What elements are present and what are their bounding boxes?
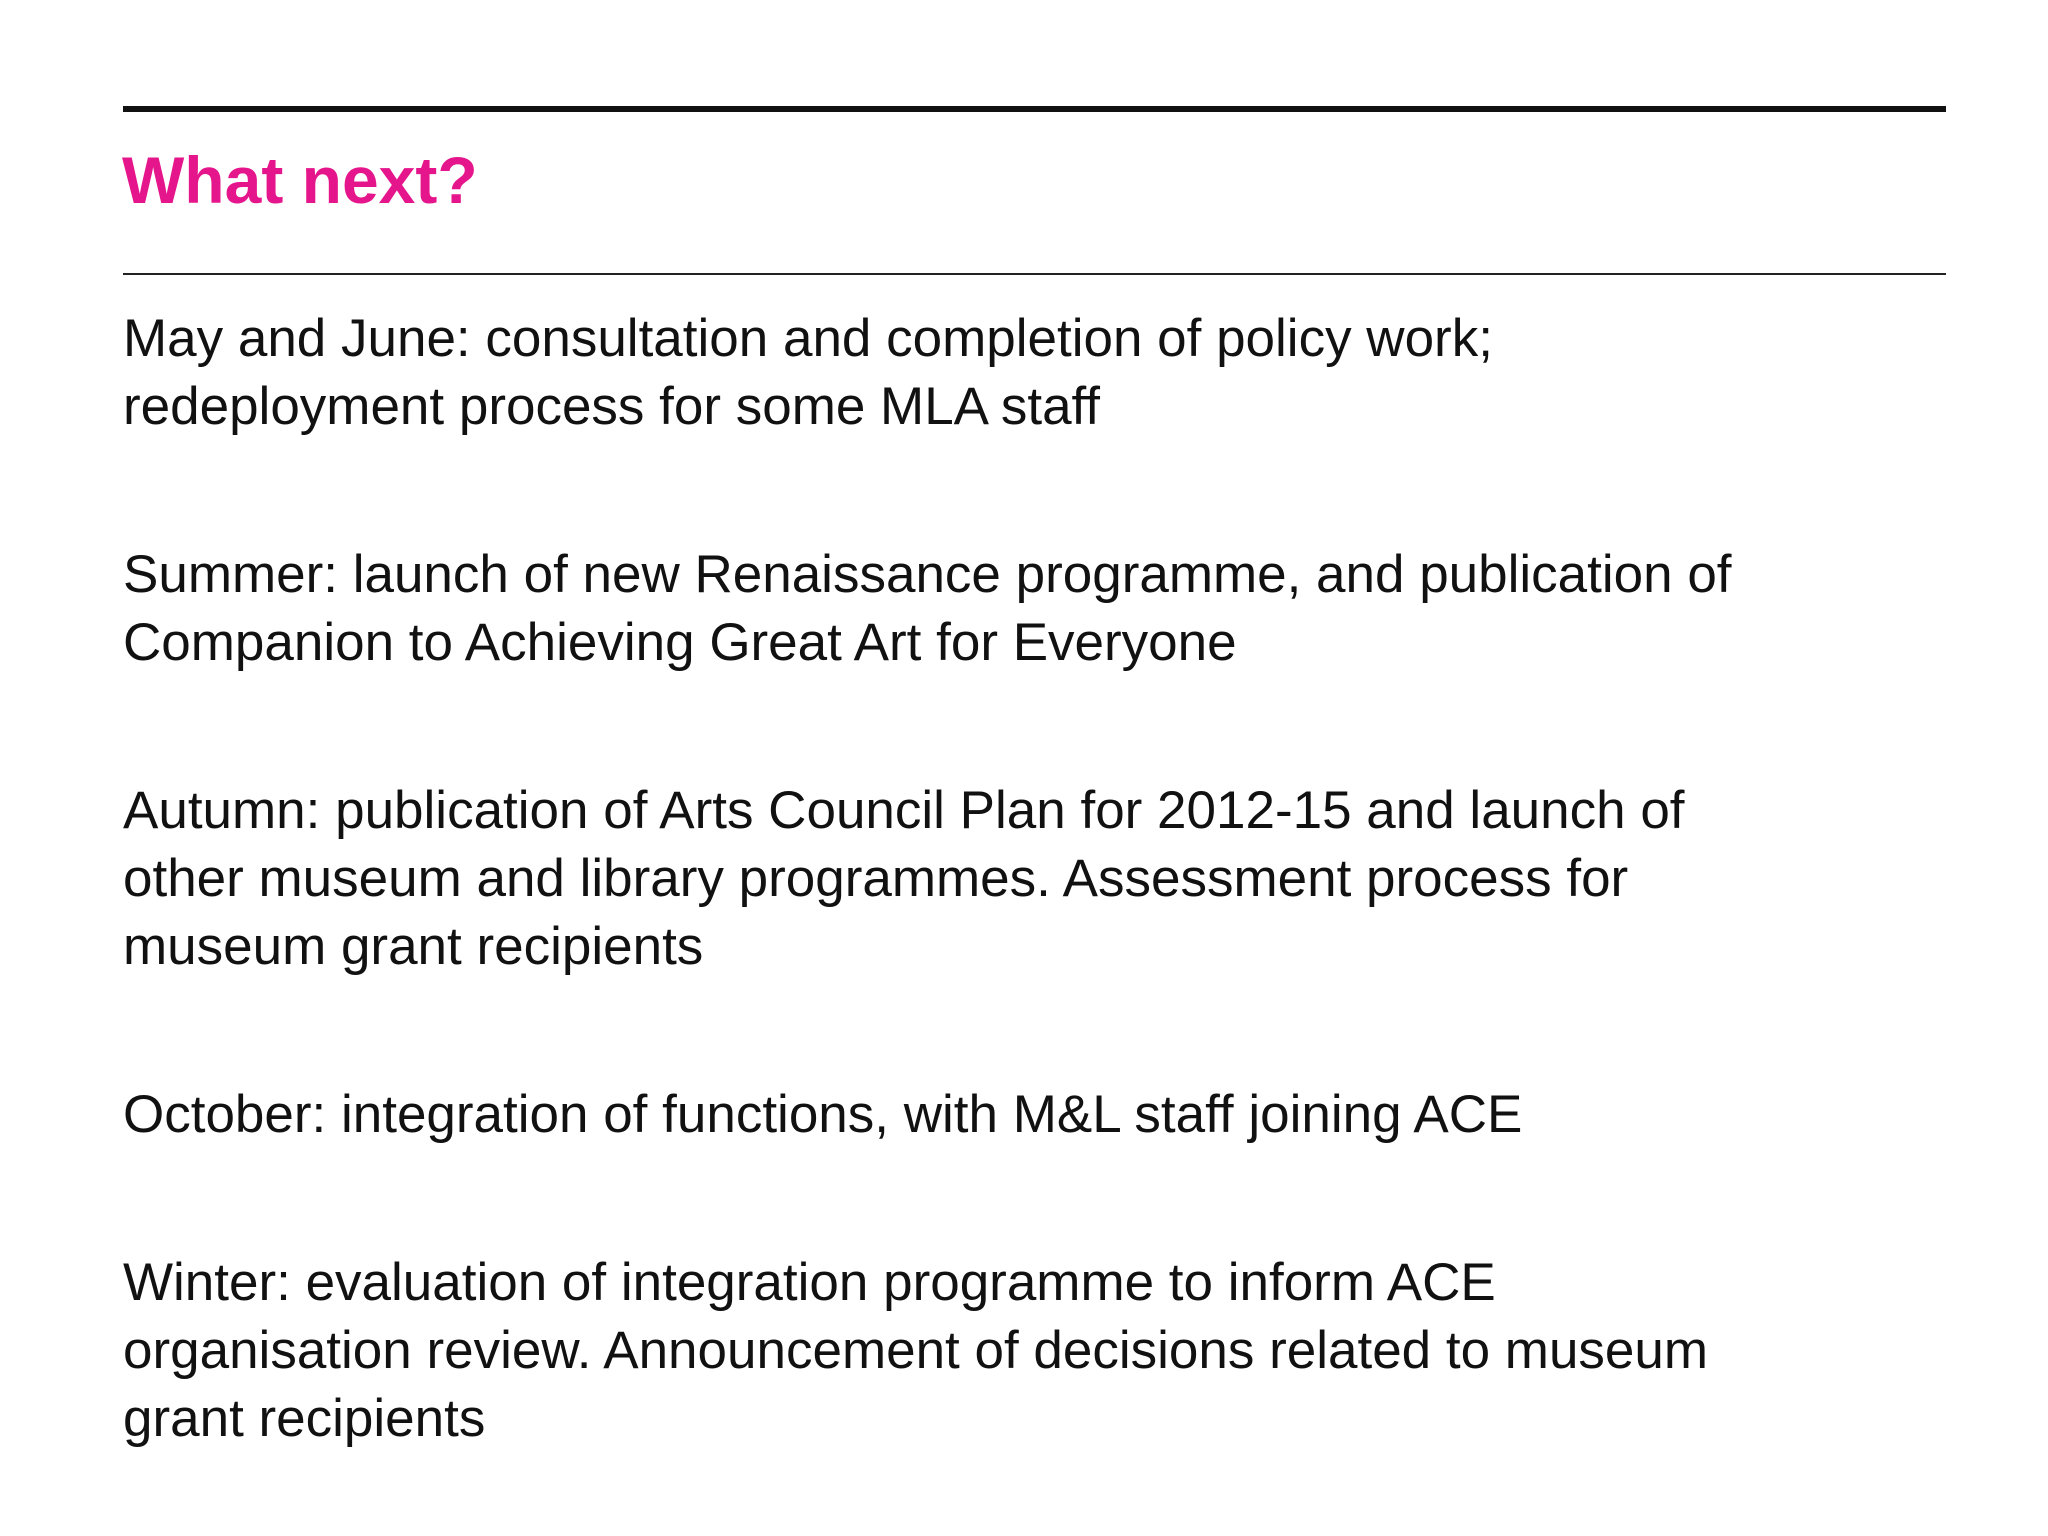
timeline-item-winter: Winter: evaluation of integration programme to inform ACE organisation review. Announcement of decisions related to museum grant recipients [123, 1253, 1709, 1448]
timeline-item-may-june: May and June: consultation and completion of policy work; redeployment process for some MLA staff [123, 309, 1493, 436]
timeline-item-summer: Summer: launch of new Renaissance programme, and publication of Companion to Achieving Great Art for Everyone [123, 545, 1732, 672]
timeline-item-october: October: integration of functions, with M&L staff joining ACE [123, 1085, 1523, 1144]
timeline-list [123, 305, 1943, 1453]
slide-title: What next? [122, 143, 478, 217]
top-divider [123, 106, 1946, 112]
title-divider [123, 273, 1946, 275]
timeline-item-autumn: Autumn: publication of Arts Council Plan for 2012-15 and launch of other museum and library programmes. Assessment process for museum grant recipients [123, 781, 1685, 976]
